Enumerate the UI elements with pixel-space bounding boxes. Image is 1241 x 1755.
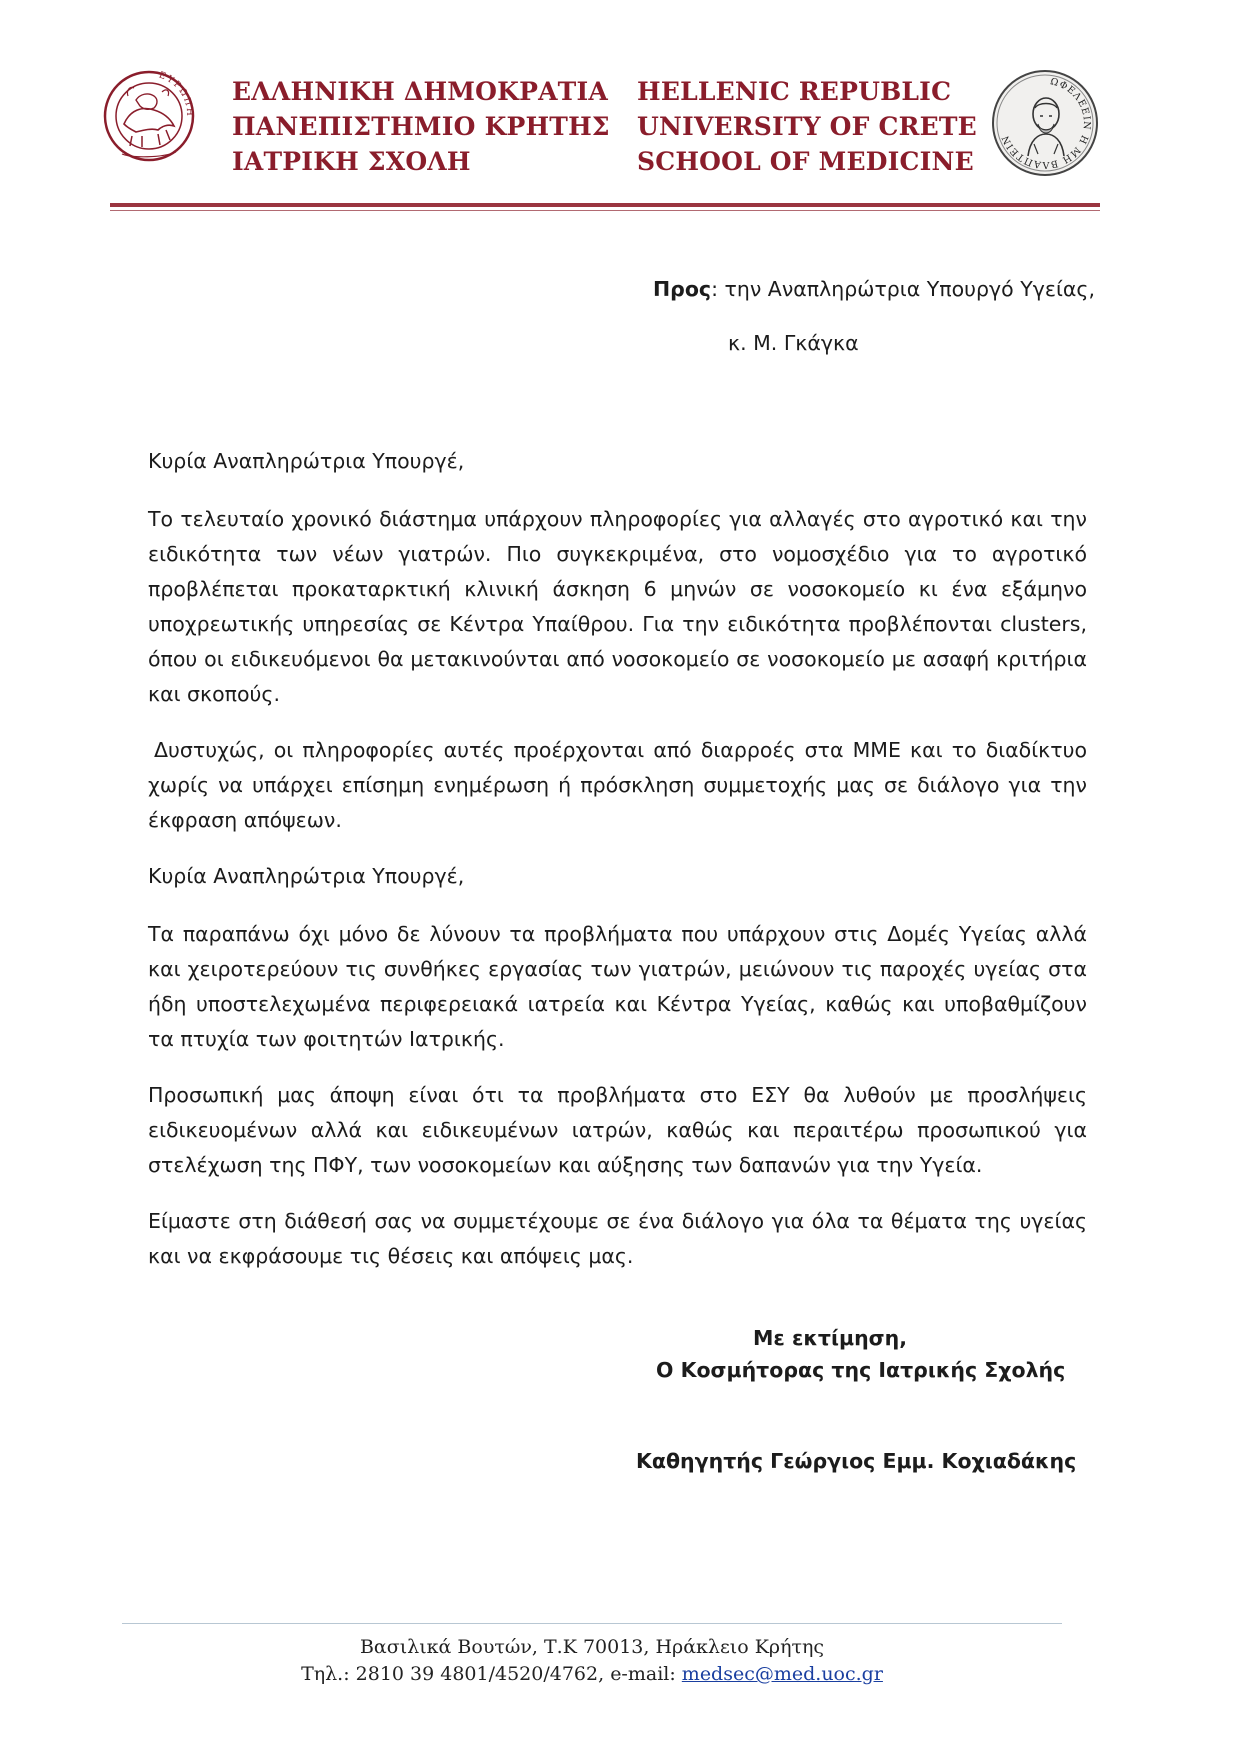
greek-header: [232, 74, 610, 179]
header-english-line-1: HELLENIC REPUBLIC: [637, 77, 952, 106]
footer-contact: [122, 1663, 1062, 1685]
closing-title: Ο Κοσμήτορας της Ιατρικής Σχολής: [656, 1358, 1066, 1382]
footer-address: Βασιλικά Βουτών, Τ.Κ 70013, Ηράκλειο Κρήτης: [359, 1636, 825, 1658]
paragraph-2: Δυστυχώς, οι πληροφορίες αυτές προέρχονται από διαρροές στα ΜΜΕ και το διαδίκτυο χωρίς να υπάρχει επίσημη ενημέρωση ή πρόσκληση συμμετοχής μας σε διάλογο για την έκφραση απόψεων.: [148, 738, 1087, 832]
svg-text:ΩΦΕΛΕΕΙΝ Η ΜΗ ΒΛΑΠΤΕΙΝ: ΩΦΕΛΕΕΙΝ Η ΜΗ ΒΛΑΠΤΕΙΝ: [999, 76, 1093, 171]
recipient-name: κ. Μ. Γκάγκα: [728, 331, 859, 355]
recipient-title: : την Αναπληρώτρια Υπουργό Υγείας,: [711, 277, 1095, 301]
footer-divider: [122, 1623, 1062, 1624]
footer-phone: Τηλ.: 2810 39 4801/4520/4762, e-mail:: [301, 1663, 682, 1685]
svg-text:ΕΥΡΩΠΗ: ΕΥΡΩΠΗ: [157, 70, 195, 118]
english-header: [637, 74, 977, 179]
salutation-1: Κυρία Αναπληρώτρια Υπουργέ,: [148, 449, 465, 473]
paragraph-3: Τα παραπάνω όχι μόνο δε λύνουν τα προβλήματα που υπάρχουν στις Δομές Υγείας αλλά και χειροτερεύουν τις συνθήκες εργασίας των γιατρών, μειώνουν τις παροχές υγείας στα ήδη υποστελεχωμένα περιφερειακά ιατρεία και Κέντρα Υγείας, καθώς και υποβαθμίζουν τα πτυχία των φοιτητών Ιατρικής.: [148, 922, 1087, 1051]
closing-regards: Με εκτίμηση,: [753, 1326, 908, 1350]
salutation-2: Κυρία Αναπληρώτρια Υπουργέ,: [148, 864, 465, 888]
header-divider-thick: [110, 203, 1100, 207]
paragraph-5: Είμαστε στη διάθεσή σας να συμμετέχουμε σε ένα διάλογο για όλα τα θέματα της υγείας και να εκφράσουμε τις θέσεις και απόψεις μας.: [148, 1209, 1087, 1268]
letter-body: [148, 444, 1087, 1295]
header-greek-line-2: ΠΑΝΕΠΙΣΤΗΜΙΟ ΚΡΗΤΗΣ: [232, 112, 610, 141]
signatory-name: Καθηγητής Γεώργιος Εμμ. Κοχιαδάκης: [636, 1449, 1077, 1473]
paragraph-4: Προσωπική μας άποψη είναι ότι τα προβλήματα στο ΕΣΥ θα λυθούν με προσλήψεις ειδικευομένων αλλά και ειδικευμένων ιατρών, καθώς και περαιτέρω προσωπικού για στελέχωση της ΠΦΥ, των νοσοκομείων και αύξησης των δαπανών για την Υγεία.: [148, 1083, 1087, 1177]
header-greek-line-3: ΙΑΤΡΙΚΗ ΣΧΟΛΗ: [232, 147, 471, 176]
header-divider-thin: [110, 210, 1100, 211]
header-english-line-2: UNIVERSITY OF CRETE: [637, 112, 977, 141]
footer-email-link[interactable]: medsec@med.uoc.gr: [681, 1663, 883, 1685]
hippocrates-coin-logo: [988, 66, 1102, 180]
header-english-line-3: SCHOOL OF MEDICINE: [637, 147, 974, 176]
university-seal-logo: [102, 66, 196, 170]
header-greek-line-1: ΕΛΛΗΝΙΚΗ ΔΗΜΟΚΡΑΤΙΑ: [232, 77, 608, 106]
recipient-line: [653, 277, 1095, 301]
recipient-label: Προς: [653, 277, 712, 301]
paragraph-1: Το τελευταίο χρονικό διάστημα υπάρχουν πληροφορίες για αλλαγές στο αγροτικό και την ειδικότητα των νέων γιατρών. Πιο συγκεκριμένα, στο νομοσχέδιο για το αγροτικό προβλέπεται προκαταρκτική κλινική άσκηση 6 μηνών σε νοσοκομείο κι ένα εξάμηνο υποχρεωτικής υπηρεσίας σε Κέντρα Υπαίθρου. Για την ειδικότητα προβλέπονται clusters, όπου οι ειδικευόμενοι θα μετακινούνται από νοσοκομείο σε νοσοκομείο με ασαφή κριτήρια και σκοπούς.: [148, 507, 1087, 706]
